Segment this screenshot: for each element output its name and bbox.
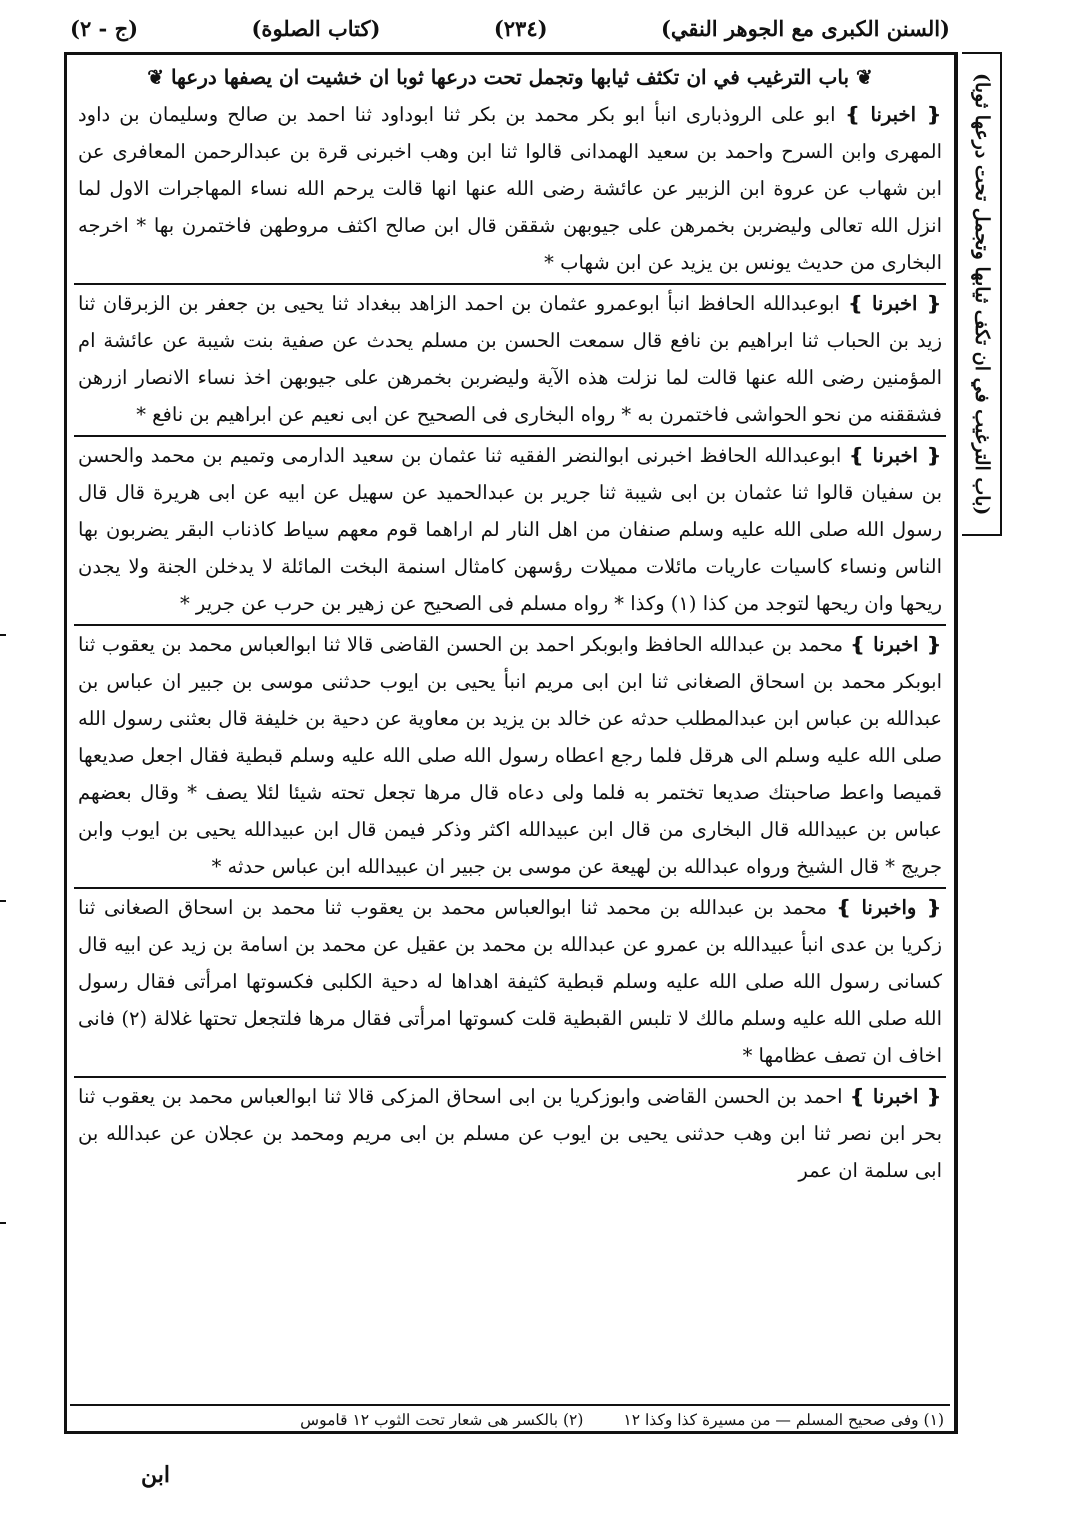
hadith-text: محمد بن عبدالله الحافظ وابوبكر احمد بن الحسن القاضى قالا ثنا ابوالعباس محمد بن يعقوب ثنا ابوبكر محمد بن اسحاق الصغانى ثنا ابن ابى مريم انبأ يحيى بن ايوب حدثنى موسى بن جبير ان عباس بن عبدالله بن عباس ابن عبدالمطلب حدثه عن خالد بن يزيد بن معاوية عن دحية بن خليفة قال بعثنى رسول الله صلى الله عليه وسلم الى هرقل فلما رجع اعطاه رسول الله صلى الله عليه وسلم قبطية فقال اجعل صديعها قميصا واعط صاحبتك صديعا تختمر به فلما ولى دعاه قال مرها تجعل تحته شيئا لئلا يصف * وقال بعضهم عباس بن عبيدالله قال البخارى من قال ابن عبيدالله اكثر وذكر فيمن قال ابن عبيدالله يحيى بن ايوب وابن جريج * قال الشيخ ورواه عبدالله بن لهيعة عن موسى بن جبير ان عبيدالله ابن عباس حدثه * (78, 633, 942, 878)
hadith-paragraph (74, 624, 946, 885)
hadith-head: ❴ اخبرنا ❵ (847, 292, 943, 315)
hadith-head: ❴ اخبرنا ❵ (844, 103, 942, 126)
side-title-text: (باب الترغيب في ان تكف ثيابها وتجمل تحت درعها ثوبا) (971, 72, 993, 516)
footnote-2: (٢) بالكسر هى شعار تحت الثوب ١٢ قاموس (300, 1411, 584, 1429)
margin-tick (0, 900, 6, 902)
chapter-heading-text: باب الترغيب في ان تكثف ثيابها وتجمل تحت درعها ثوبا ان خشيت ان يصفها درعها (170, 65, 850, 89)
catchword: ابن (141, 1462, 170, 1488)
hadith-head: ❴ اخبرنا ❵ (848, 444, 942, 467)
chapter-heading (74, 58, 946, 96)
hadith-paragraph (74, 96, 946, 281)
hadith-text: احمد بن الحسن القاضى وابوزكريا بن ابى اسحاق المزكى قالا ثنا ابوالعباس محمد بن يعقوب ثنا بحر ابن نصر ثنا ابن وهب حدثنى يحيى بن ايوب عن مسلم بن ابى مريم ومحمد بن عجلان عن عبدالله بن ابى سلمة ان عمر (78, 1085, 942, 1182)
page-number: (٢٣٤) (493, 15, 548, 41)
main-text (74, 58, 946, 1189)
hadith-paragraph (74, 435, 946, 622)
book-title: (السنن الكبرى مع الجوهر النقي) (660, 15, 950, 41)
ornament-end-icon: ❦ (147, 65, 164, 89)
hadith-text: ابوعبدالله الحافظ اخبرنى ابوالنضر الفقيه ثنا عثمان بن سعيد الدارمى وتميم بن محمد والحسن بن سفيان قالوا ثنا عثمان بن ابى شيبة ثنا جرير بن عبدالحميد عن سهيل عن ابيه عن ابى هريرة قال قال رسول الله صلى الله عليه وسلم صنفان من اهل النار لم اراهما قوم معهم سياط كاذناب البقر يضربون بها الناس ونساء كاسيات عاريات مائلات مميلات رؤسهن كامثال اسنمة البخت المائلة لا يدخلن الجنة ولا يجدن ريحها وان ريحها لتوجد من كذا (١) وكذا * رواه مسلم فى الصحيح عن زهير بن حرب عن جرير * (78, 444, 942, 615)
hadith-paragraph (74, 887, 946, 1074)
chapter-name: (كتاب الصلوة) (251, 15, 381, 41)
hadith-head: ❴ اخبرنا ❵ (849, 1085, 942, 1108)
margin-tick (0, 1222, 6, 1224)
hadith-head: ❴ اخبرنا ❵ (849, 633, 942, 656)
hadith-text: محمد بن عبدالله بن محمد ثنا ابوالعباس محمد بن يعقوب ثنا محمد بن اسحاق الصغانى ثنا زكريا بن عدى انبأ عبيدالله بن عمرو عن عبدالله بن محمد بن عقيل عن محمد بن اسامة بن زيد عن ابيه قال كسانى رسول الله صلى الله عليه وسلم قبطية كثيفة اهداها له دحية الكلبى فكسوتها امرأتى فقال رسول الله صلى الله عليه وسلم مالك لا تلبس القبطية قلت كسوتها امرأتى فقال مرها فلتجعل تحتها غلالة (٢) فانى اخاف ان تصف عظامها * (78, 896, 942, 1067)
margin-tick (0, 634, 6, 636)
hadith-text: ابوعبدالله الحافظ انبأ ابوعمرو عثمان بن احمد الزاهد ببغداد ثنا يحيى بن جعفر بن الزبرقان ثنا زيد بن الحباب ثنا ابراهيم بن نافع قال سمعت الحسن بن مسلم يحدث عن صفية بنت شيبة عن عائشة ام المؤمنين رضى الله عنها قالت لما نزلت هذه الآية وليضربن بخمرهن على جيوبهن اخذ نساء الانصار ازرهن فشققنه من نحو الحواشى فاختمرن به * رواه البخارى فى الصحيح عن ابى نعيم عن ابراهيم بن نافع * (78, 292, 942, 426)
side-title (962, 52, 1002, 536)
hadith-paragraph (74, 1076, 946, 1189)
hadith-head: ❴ واخبرنا ❵ (835, 896, 943, 919)
ornament-start-icon: ❦ (856, 65, 873, 89)
running-header (70, 12, 950, 44)
footnotes (70, 1404, 950, 1432)
margin-rule (956, 52, 958, 1434)
footnote-1: (١) وفى صحيح المسلم — من مسيرة كذا وكذا ١٢ (623, 1411, 944, 1429)
volume-number: (ج - ٢) (70, 15, 139, 41)
hadith-paragraph (74, 283, 946, 433)
hadith-text: ابو على الروذبارى انبأ ابو بكر محمد بن بكر ثنا ابوداود ثنا احمد بن صالح وسليمان بن داود المهرى وابن السرح واحمد بن سعيد الهمدانى قالوا ثنا ابن وهب اخبرنى قرة بن عبدالرحمن المعافرى عن ابن شهاب عن عروة ابن الزبير عن عائشة رضى الله عنها انها قالت يرحم الله نساء المهاجرات الاول لما انزل الله تعالى وليضربن بخمرهن على جيوبهن شققن قال ابن صالح اكثف مروطهن فاختمرن بها * اخرجه البخارى من حديث يونس بن يزيد عن ابن شهاب * (78, 103, 942, 274)
